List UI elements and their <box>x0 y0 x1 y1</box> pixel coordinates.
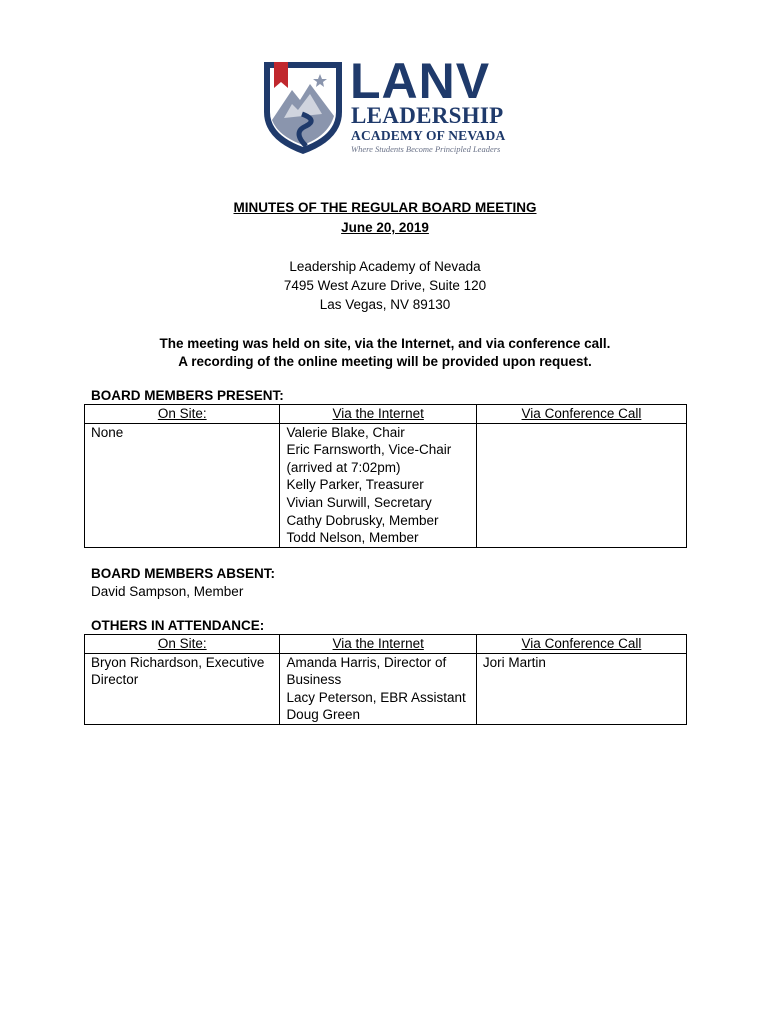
address-line-1: Leadership Academy of Nevada <box>289 259 481 274</box>
column-header-on-site: On Site: <box>85 635 280 654</box>
list-item: Doug Green <box>286 707 360 723</box>
absent-section-label: BOARD MEMBERS ABSENT: <box>91 566 276 581</box>
list-item: Lacy Peterson, EBR Assistant <box>286 689 466 705</box>
column-header-internet: Via the Internet <box>280 405 476 424</box>
present-internet-cell <box>280 423 476 547</box>
others-section-label: OTHERS IN ATTENDANCE: <box>91 618 265 633</box>
meeting-date: June 20, 2019 <box>341 220 429 235</box>
school-logo <box>262 53 512 156</box>
column-header-internet: Via the Internet <box>280 635 476 654</box>
present-on-site-cell <box>85 423 280 547</box>
column-header-on-site: On Site: <box>85 405 280 424</box>
document-title: MINUTES OF THE REGULAR BOARD MEETING <box>233 200 537 215</box>
table-header-row <box>85 405 687 424</box>
list-item: Kelly Parker, Treasurer <box>286 477 424 493</box>
column-header-conference: Via Conference Call <box>476 405 686 424</box>
column-header-conference: Via Conference Call <box>476 635 686 654</box>
table-row <box>85 423 687 547</box>
table-header-row <box>85 635 687 654</box>
list-item: Cathy Dobrusky, Member <box>286 512 439 528</box>
table-row <box>85 653 687 724</box>
list-item: Vivian Surwill, Secretary <box>286 494 432 510</box>
present-conference-cell <box>476 423 686 547</box>
shield-emblem-icon <box>262 60 346 156</box>
absent-member: David Sampson, Member <box>91 584 244 599</box>
list-item: Eric Farnsworth, Vice-Chair <box>286 442 452 458</box>
others-conference-cell <box>476 653 686 724</box>
list-item: Director <box>91 672 139 688</box>
present-section-label: BOARD MEMBERS PRESENT: <box>91 388 284 403</box>
list-item: Valerie Blake, Chair <box>286 424 405 440</box>
list-item: Amanda Harris, Director of <box>286 654 447 670</box>
list-item: Bryon Richardson, Executive <box>91 654 265 670</box>
logo-wordmark: LANV <box>350 53 491 109</box>
list-item: Todd Nelson, Member <box>286 530 419 546</box>
list-item: None <box>91 424 124 440</box>
list-item: (arrived at 7:02pm) <box>286 459 401 475</box>
meeting-notice-1: The meeting was held on site, via the Internet, and via conference call. <box>159 336 611 351</box>
others-on-site-cell <box>85 653 280 724</box>
meeting-notice-2: A recording of the online meeting will be provided upon request. <box>178 354 592 369</box>
present-table <box>84 404 687 548</box>
list-item: Business <box>286 672 342 688</box>
logo-academy: ACADEMY OF NEVADA <box>351 128 506 143</box>
others-internet-cell <box>280 653 476 724</box>
address-line-2: 7495 West Azure Drive, Suite 120 <box>283 278 487 293</box>
logo-subtitle: LEADERSHIP <box>351 103 504 128</box>
address-line-3: Las Vegas, NV 89130 <box>319 297 451 312</box>
others-table <box>84 634 687 725</box>
logo-tagline: Where Students Become Principled Leaders <box>351 144 501 154</box>
list-item: Jori Martin <box>482 654 546 670</box>
